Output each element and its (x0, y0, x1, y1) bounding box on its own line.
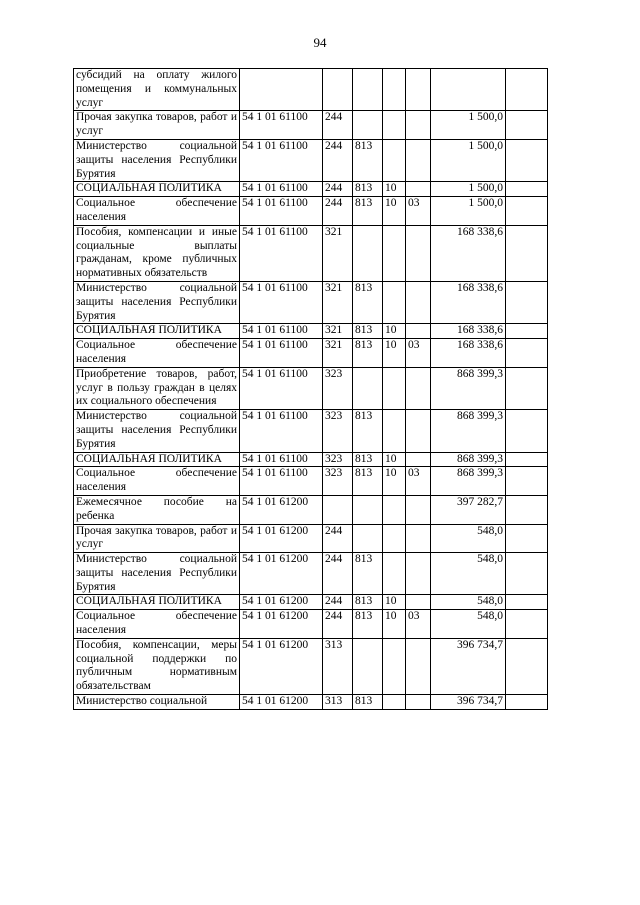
amount-cell: 396 734,7 (431, 695, 506, 710)
target-code-cell: 54 1 01 61100 (240, 139, 323, 181)
ministry-code-cell (353, 524, 383, 553)
ministry-code-cell: 813 (353, 281, 383, 323)
row-name-cell: Министерство социальной защиты населения Республики Бурятия (74, 139, 240, 181)
amount-cell: 168 338,6 (431, 281, 506, 323)
expense-type-cell: 244 (323, 139, 353, 181)
expense-type-cell: 244 (323, 524, 353, 553)
section-cell (383, 524, 406, 553)
table-row (74, 197, 548, 226)
expense-type-cell: 244 (323, 111, 353, 140)
subsection-cell (406, 495, 431, 524)
target-code-cell: 54 1 01 61200 (240, 610, 323, 639)
empty-cell (506, 69, 548, 111)
empty-cell (506, 595, 548, 610)
table-row (74, 638, 548, 694)
empty-cell (506, 225, 548, 281)
subsection-cell (406, 139, 431, 181)
subsection-cell (406, 452, 431, 467)
amount-cell (431, 69, 506, 111)
empty-cell (506, 111, 548, 140)
table-row (74, 182, 548, 197)
amount-cell: 548,0 (431, 524, 506, 553)
row-name-cell: Социальное обеспечение населения (74, 610, 240, 639)
row-name-cell: Прочая закупка товаров, работ и услуг (74, 111, 240, 140)
amount-cell: 548,0 (431, 553, 506, 595)
target-code-cell: 54 1 01 61100 (240, 281, 323, 323)
empty-cell (506, 182, 548, 197)
empty-cell (506, 638, 548, 694)
ministry-code-cell (353, 225, 383, 281)
table-row (74, 225, 548, 281)
subsection-cell (406, 111, 431, 140)
target-code-cell: 54 1 01 61200 (240, 524, 323, 553)
section-cell (383, 695, 406, 710)
target-code-cell: 54 1 01 61100 (240, 182, 323, 197)
row-name-cell: Министерство социальной защиты населения Республики Бурятия (74, 410, 240, 452)
ministry-code-cell (353, 367, 383, 409)
ministry-code-cell: 813 (353, 553, 383, 595)
table-row (74, 111, 548, 140)
target-code-cell: 54 1 01 61100 (240, 111, 323, 140)
section-cell (383, 638, 406, 694)
expense-type-cell: 323 (323, 452, 353, 467)
amount-cell: 168 338,6 (431, 324, 506, 339)
amount-cell: 397 282,7 (431, 495, 506, 524)
expense-type-cell: 321 (323, 324, 353, 339)
section-cell: 10 (383, 182, 406, 197)
page-number: 94 (313, 35, 327, 50)
amount-cell: 868 399,3 (431, 410, 506, 452)
empty-cell (506, 467, 548, 496)
amount-cell: 168 338,6 (431, 225, 506, 281)
ministry-code-cell (353, 111, 383, 140)
ministry-code-cell: 813 (353, 410, 383, 452)
row-name-cell: Приобретение товаров, работ, услуг в пользу граждан в целях их социального обеспечения (74, 367, 240, 409)
section-cell: 10 (383, 610, 406, 639)
expense-type-cell: 321 (323, 281, 353, 323)
section-cell (383, 281, 406, 323)
table-row (74, 324, 548, 339)
row-name-cell: Социальное обеспечение населения (74, 197, 240, 226)
empty-cell (506, 324, 548, 339)
row-name-cell: СОЦИАЛЬНАЯ ПОЛИТИКА (74, 182, 240, 197)
row-name-cell: СОЦИАЛЬНАЯ ПОЛИТИКА (74, 324, 240, 339)
ministry-code-cell: 813 (353, 339, 383, 368)
target-code-cell: 54 1 01 61100 (240, 197, 323, 226)
ministry-code-cell (353, 638, 383, 694)
expense-type-cell: 313 (323, 695, 353, 710)
row-name-cell: Пособия, компенсации, меры социальной поддержки по публичным нормативным обязательствам (74, 638, 240, 694)
ministry-code-cell: 813 (353, 610, 383, 639)
expense-type-cell: 321 (323, 339, 353, 368)
expense-type-cell: 244 (323, 197, 353, 226)
empty-cell (506, 610, 548, 639)
expense-type-cell (323, 69, 353, 111)
subsection-cell: 03 (406, 610, 431, 639)
target-code-cell: 54 1 01 61100 (240, 324, 323, 339)
table-row (74, 339, 548, 368)
expense-type-cell: 244 (323, 595, 353, 610)
subsection-cell (406, 553, 431, 595)
amount-cell: 1 500,0 (431, 139, 506, 181)
target-code-cell: 54 1 01 61200 (240, 595, 323, 610)
target-code-cell: 54 1 01 61200 (240, 695, 323, 710)
expense-type-cell (323, 495, 353, 524)
section-cell: 10 (383, 452, 406, 467)
target-code-cell: 54 1 01 61100 (240, 410, 323, 452)
section-cell (383, 495, 406, 524)
table-row (74, 695, 548, 710)
section-cell (383, 410, 406, 452)
table-row (74, 69, 548, 111)
expense-type-cell: 313 (323, 638, 353, 694)
amount-cell: 548,0 (431, 595, 506, 610)
target-code-cell: 54 1 01 61200 (240, 495, 323, 524)
row-name-cell: Ежемесячное пособие на ребенка (74, 495, 240, 524)
section-cell: 10 (383, 197, 406, 226)
section-cell (383, 225, 406, 281)
empty-cell (506, 452, 548, 467)
ministry-code-cell: 813 (353, 197, 383, 226)
table-row (74, 610, 548, 639)
ministry-code-cell (353, 495, 383, 524)
target-code-cell: 54 1 01 61200 (240, 638, 323, 694)
ministry-code-cell: 813 (353, 182, 383, 197)
subsection-cell: 03 (406, 197, 431, 226)
subsection-cell (406, 281, 431, 323)
row-name-cell: Пособия, компенсации и иные социальные выплаты гражданам, кроме публичных нормативных обязательств (74, 225, 240, 281)
table-row (74, 553, 548, 595)
row-name-cell: Прочая закупка товаров, работ и услуг (74, 524, 240, 553)
empty-cell (506, 695, 548, 710)
row-name-cell: субсидий на оплату жилого помещения и коммунальных услуг (74, 69, 240, 111)
section-cell: 10 (383, 339, 406, 368)
ministry-code-cell (353, 69, 383, 111)
ministry-code-cell: 813 (353, 139, 383, 181)
expense-type-cell: 244 (323, 610, 353, 639)
target-code-cell: 54 1 01 61100 (240, 367, 323, 409)
empty-cell (506, 553, 548, 595)
row-name-cell: СОЦИАЛЬНАЯ ПОЛИТИКА (74, 595, 240, 610)
amount-cell: 168 338,6 (431, 339, 506, 368)
section-cell (383, 69, 406, 111)
empty-cell (506, 410, 548, 452)
row-name-cell: СОЦИАЛЬНАЯ ПОЛИТИКА (74, 452, 240, 467)
section-cell: 10 (383, 595, 406, 610)
target-code-cell: 54 1 01 61100 (240, 225, 323, 281)
expense-type-cell: 321 (323, 225, 353, 281)
expense-type-cell: 323 (323, 467, 353, 496)
target-code-cell: 54 1 01 61100 (240, 339, 323, 368)
budget-table (73, 68, 548, 710)
ministry-code-cell: 813 (353, 695, 383, 710)
table-row (74, 495, 548, 524)
table-row (74, 452, 548, 467)
section-cell: 10 (383, 324, 406, 339)
amount-cell: 868 399,3 (431, 467, 506, 496)
subsection-cell (406, 410, 431, 452)
table-body (74, 69, 548, 710)
table-row (74, 467, 548, 496)
table-row (74, 139, 548, 181)
subsection-cell: 03 (406, 467, 431, 496)
amount-cell: 396 734,7 (431, 638, 506, 694)
subsection-cell (406, 324, 431, 339)
section-cell (383, 139, 406, 181)
empty-cell (506, 495, 548, 524)
amount-cell: 868 399,3 (431, 452, 506, 467)
target-code-cell: 54 1 01 61200 (240, 553, 323, 595)
table-row (74, 524, 548, 553)
section-cell (383, 111, 406, 140)
target-code-cell: 54 1 01 61100 (240, 452, 323, 467)
ministry-code-cell: 813 (353, 595, 383, 610)
row-name-cell: Социальное обеспечение населения (74, 467, 240, 496)
amount-cell: 1 500,0 (431, 182, 506, 197)
empty-cell (506, 339, 548, 368)
section-cell (383, 367, 406, 409)
empty-cell (506, 524, 548, 553)
table-row (74, 367, 548, 409)
table-row (74, 595, 548, 610)
empty-cell (506, 367, 548, 409)
subsection-cell: 03 (406, 339, 431, 368)
empty-cell (506, 281, 548, 323)
table-row (74, 410, 548, 452)
empty-cell (506, 139, 548, 181)
empty-cell (506, 197, 548, 226)
subsection-cell (406, 695, 431, 710)
row-name-cell: Министерство социальной защиты населения Республики Бурятия (74, 281, 240, 323)
target-code-cell (240, 69, 323, 111)
expense-type-cell: 244 (323, 553, 353, 595)
ministry-code-cell: 813 (353, 452, 383, 467)
amount-cell: 868 399,3 (431, 367, 506, 409)
subsection-cell (406, 69, 431, 111)
subsection-cell (406, 367, 431, 409)
section-cell: 10 (383, 467, 406, 496)
subsection-cell (406, 638, 431, 694)
amount-cell: 1 500,0 (431, 197, 506, 226)
expense-type-cell: 323 (323, 410, 353, 452)
subsection-cell (406, 524, 431, 553)
ministry-code-cell: 813 (353, 324, 383, 339)
section-cell (383, 553, 406, 595)
subsection-cell (406, 182, 431, 197)
row-name-cell: Министерство социальной защиты населения Республики Бурятия (74, 553, 240, 595)
ministry-code-cell: 813 (353, 467, 383, 496)
expense-type-cell: 244 (323, 182, 353, 197)
row-name-cell: Социальное обеспечение населения (74, 339, 240, 368)
amount-cell: 548,0 (431, 610, 506, 639)
table-row (74, 281, 548, 323)
expense-type-cell: 323 (323, 367, 353, 409)
subsection-cell (406, 595, 431, 610)
amount-cell: 1 500,0 (431, 111, 506, 140)
target-code-cell: 54 1 01 61100 (240, 467, 323, 496)
row-name-cell: Министерство социальной (74, 695, 240, 710)
subsection-cell (406, 225, 431, 281)
